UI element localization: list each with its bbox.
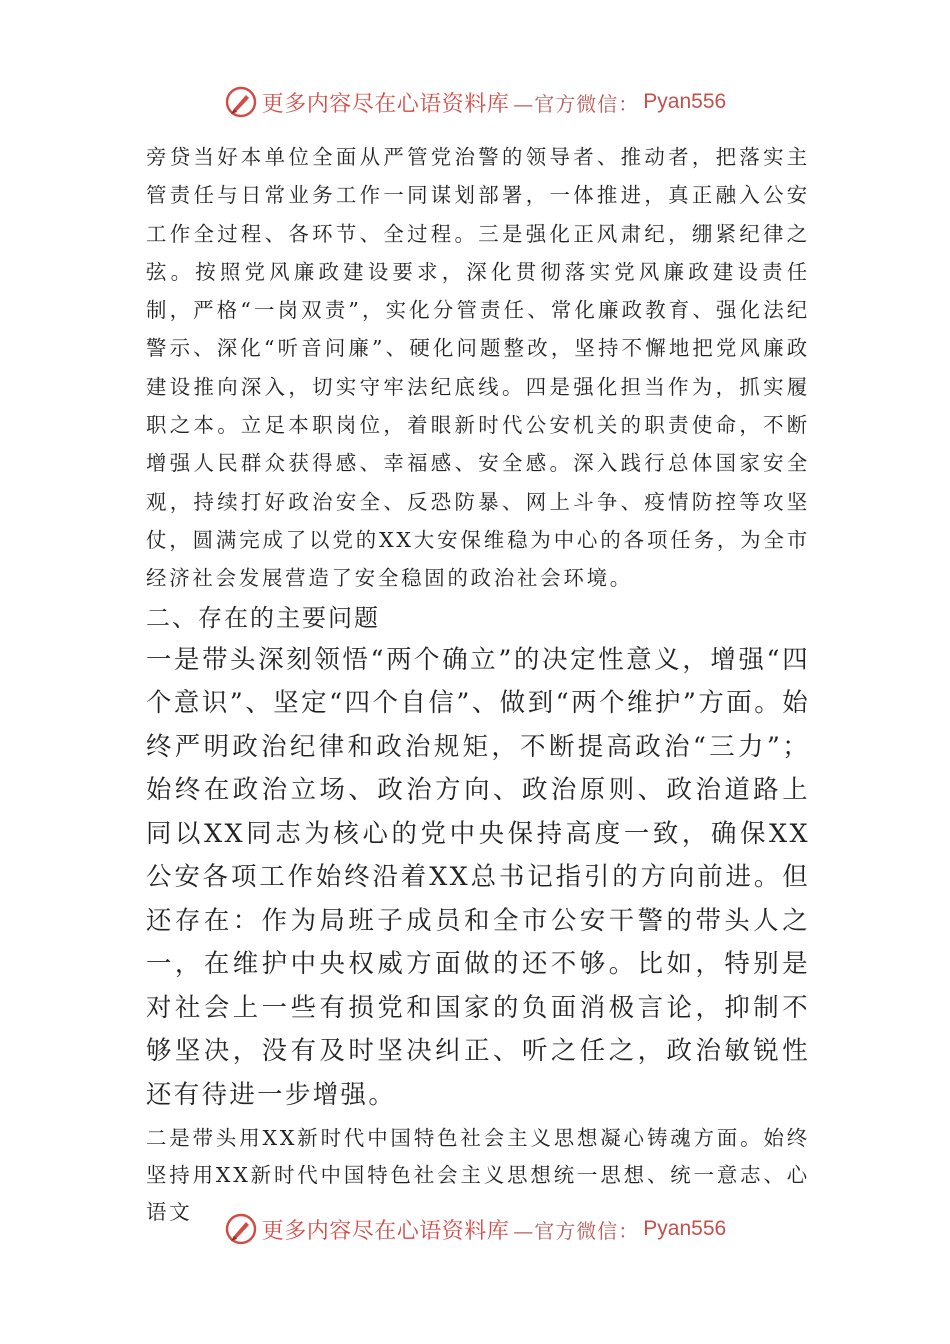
paragraph-point-one: 一是带头深刻领悟“两个确立”的决定性意义，增强“四个意识”、坚定“四个自信”、做到“两个维护”方面。始终严明政治纪律和政治规矩，不断提高政治“三力”；始终在政治立场、政治方向、政治原则、政治道路上同以XX同志为核心的党中央保持高度一致，确保XX公安各项工作始终沿着XX总书记指引的方向前进。但还存在：作为局班子成员和全市公安干警的带头人之一，在维护中央权威方面做的还不够。比如，特别是对社会上一些有损党和国家的负面消极言论，抑制不够坚决，没有及时坚决纠正、听之任之，政治敏锐性还有待进一步增强。 (146, 643, 810, 1109)
watermark-title: 更多内容尽在心语资料库 (261, 91, 510, 117)
pen-logo-icon (224, 85, 258, 119)
paragraph-continuation: 旁贷当好本单位全面从严管党治警的领导者、推动者，把落实主管责任与日常业务工作一同谋划部署，一体推进，真正融入公安工作全过程、各环节、全过程。三是强化正风肃纪，绷紧纪律之弦。按照党风廉政建设要求，深化贯彻落实党风廉政建设责任制，严格“一岗双责”，实化分管责任、常化廉政教育、强化法纪警示、深化“听音问廉”、硬化问题整改，坚持不懈地把党风廉政建设推向深入，切实守牢法纪底线。四是强化担当作为，抓实履职之本。立足本职岗位，着眼新时代公安机关的职责使命，不断增强人民群众获得感、幸福感、安全感。深入践行总体国家安全观，持续打好政治安全、反恐防暴、网上斗争、疫情防控等攻坚仗，圆满完成了以党的XX大安保维稳为中心的各项任务，为全市经济社会发展营造了安全稳固的政治社会环境。 (146, 145, 810, 591)
watermark-separator: —官方微信： (513, 91, 640, 116)
watermark-banner-top (0, 82, 950, 122)
watermark-banner-bottom (0, 1209, 950, 1249)
watermark-id: Pyan556 (643, 90, 727, 113)
section-heading: 二、存在的主要问题 (146, 603, 380, 632)
pen-logo-icon (224, 1212, 258, 1246)
watermark-title: 更多内容尽在心语资料库 (261, 1218, 510, 1244)
watermark-id: Pyan556 (643, 1217, 727, 1240)
paragraph-point-two: 二是带头用XX新时代中国特色社会主义思想凝心铸魂方面。始终坚持用XX新时代中国特色社会主义思想统一思想、统一意志、心语文 (146, 1126, 810, 1225)
watermark-separator: —官方微信： (513, 1218, 640, 1243)
document-body (146, 138, 810, 1231)
